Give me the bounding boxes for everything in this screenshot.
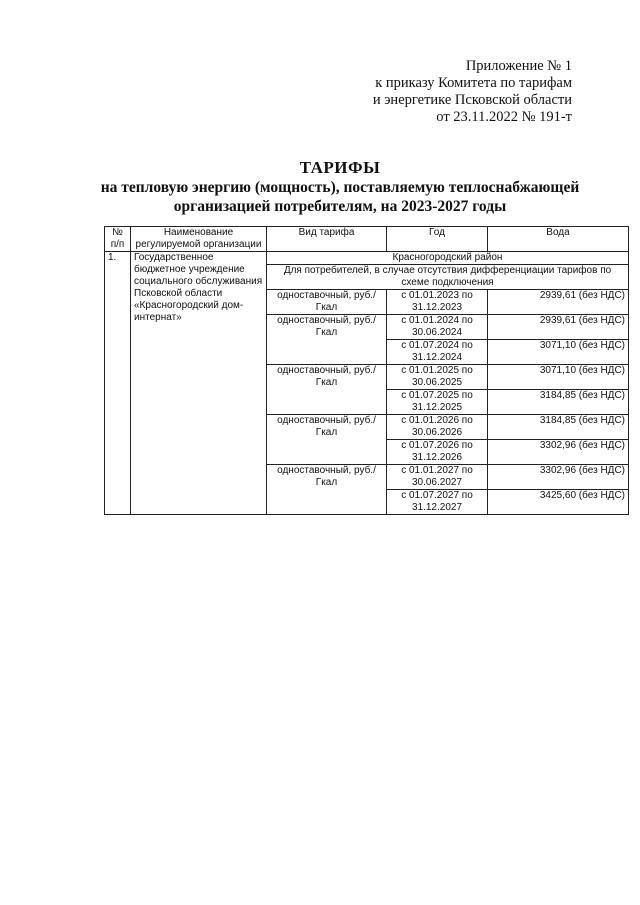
title-subtitle: организацией потребителям, на 2023-2027 годы: [173, 198, 507, 215]
tariff-period: с 01.01.2027 по 30.06.2027: [387, 465, 488, 490]
header-num: № п/п: [105, 227, 131, 252]
region-name: Красногородский район: [267, 252, 629, 265]
tariff-period: с 01.01.2025 по 30.06.2025: [387, 365, 488, 390]
annex-line: Приложение № 1: [465, 58, 572, 74]
annex-header: [373, 58, 572, 126]
document-title: [60, 158, 620, 216]
annex-line: к приказу Комитета по тарифам: [375, 75, 572, 91]
tariff-value: 3071,10 (без НДС): [488, 340, 629, 365]
tariff-period: с 01.07.2025 по 31.12.2025: [387, 390, 488, 415]
tariff-value: 3302,96 (без НДС): [488, 465, 629, 490]
tariff-value: 3425,60 (без НДС): [488, 490, 629, 515]
tariff-kind: одноставочный, руб./Гкал: [267, 290, 387, 315]
title-main: ТАРИФЫ: [299, 158, 381, 177]
tariff-value: 2939,61 (без НДС): [488, 315, 629, 340]
row-number: 1.: [105, 252, 131, 515]
header-org: Наименование регулируемой организации: [131, 227, 267, 252]
consumers-note: Для потребителей, в случае отсутствия дифференциации тарифов по схеме подключения: [267, 265, 629, 290]
tariff-value: 3184,85 (без НДС): [488, 390, 629, 415]
title-subtitle: на тепловую энергию (мощность), поставляемую теплоснабжающей: [100, 179, 580, 196]
header-year: Год: [387, 227, 488, 252]
tariff-kind: одноставочный, руб./Гкал: [267, 315, 387, 365]
tariff-kind: одноставочный, руб./Гкал: [267, 365, 387, 415]
organization-name: Государственное бюджетное учреждение социального обслуживания Псковской области «Красногородский дом-интернат»: [131, 252, 267, 515]
tariff-period: с 01.01.2026 по 30.06.2026: [387, 415, 488, 440]
tariff-period: с 01.07.2027 по 31.12.2027: [387, 490, 488, 515]
tariff-value: 3302,96 (без НДС): [488, 440, 629, 465]
tariffs-table: [104, 226, 629, 515]
tariff-period: с 01.07.2026 по 31.12.2026: [387, 440, 488, 465]
tariff-period: с 01.01.2024 по 30.06.2024: [387, 315, 488, 340]
header-water: Вода: [488, 227, 629, 252]
header-kind: Вид тарифа: [267, 227, 387, 252]
tariff-kind: одноставочный, руб./Гкал: [267, 465, 387, 515]
table-header-row: [105, 227, 629, 252]
annex-line: от 23.11.2022 № 191-т: [436, 109, 572, 125]
tariff-kind: одноставочный, руб./Гкал: [267, 415, 387, 465]
tariff-period: с 01.07.2024 по 31.12.2024: [387, 340, 488, 365]
tariff-value: 2939,61 (без НДС): [488, 290, 629, 315]
table-row: [105, 252, 629, 265]
tariff-value: 3071,10 (без НДС): [488, 365, 629, 390]
tariff-value: 3184,85 (без НДС): [488, 415, 629, 440]
annex-line: и энергетике Псковской области: [372, 92, 572, 108]
tariff-period: с 01.01.2023 по 31.12.2023: [387, 290, 488, 315]
